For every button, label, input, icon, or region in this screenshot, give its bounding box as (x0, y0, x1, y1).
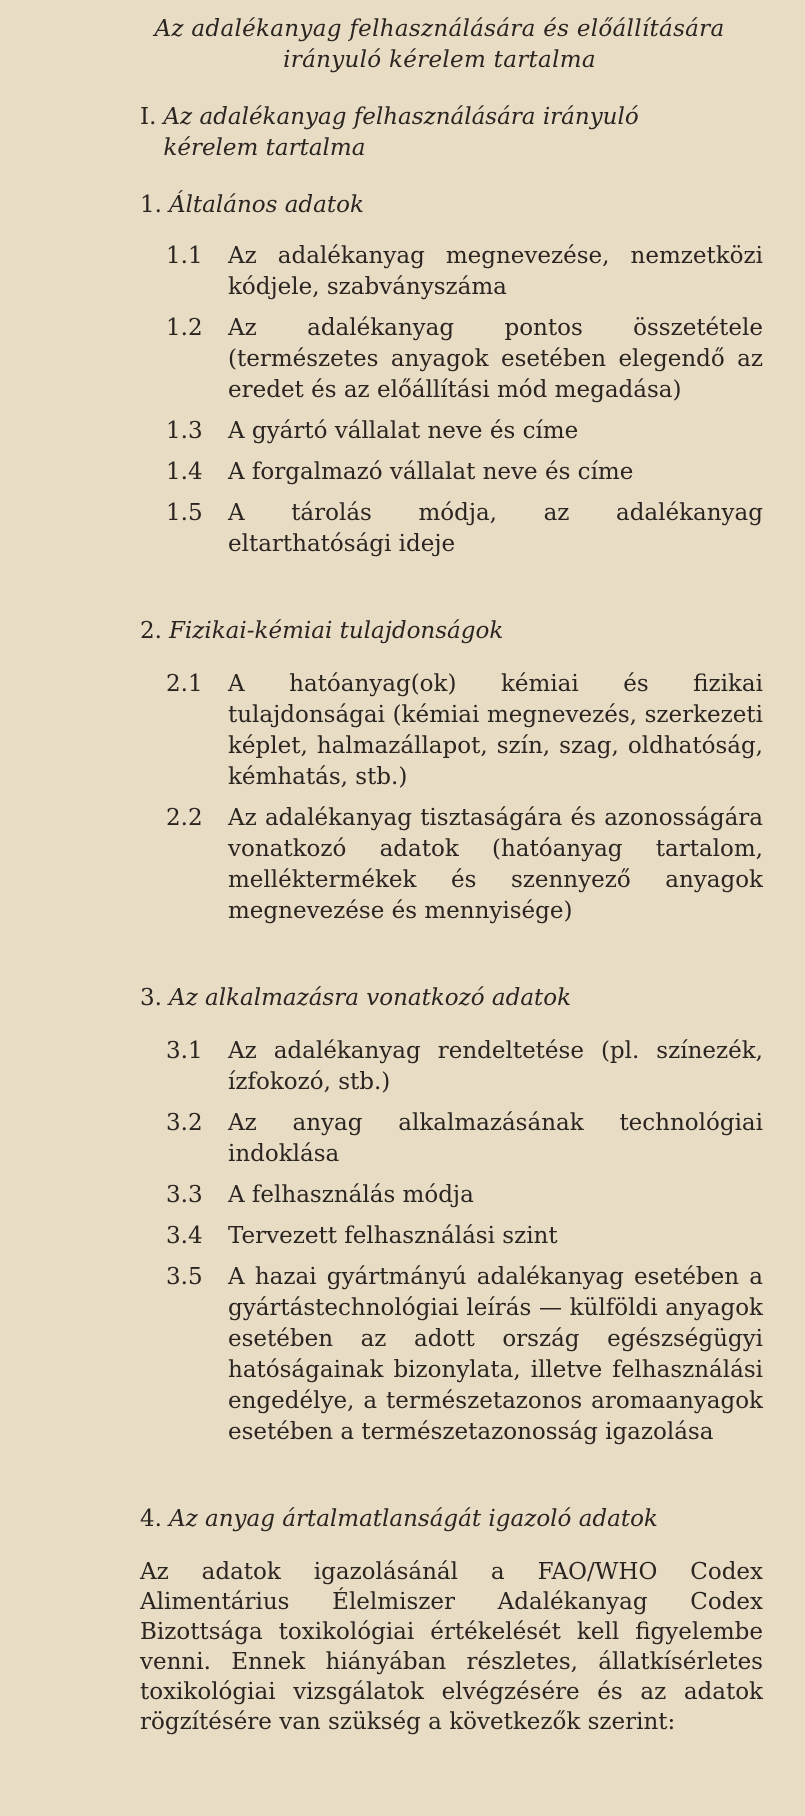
list-item (166, 416, 763, 447)
item-number: 2.2 (166, 805, 203, 831)
list-item (166, 1108, 763, 1170)
title-line-1: Az adalékanyag felhasználására és előállítására (154, 16, 725, 42)
title-line-2: irányuló kérelem tartalma (283, 47, 596, 73)
list-item (166, 669, 763, 793)
list-item (166, 1262, 763, 1448)
section-title: Az alkalmazásra vonatkozó adatok (168, 985, 572, 1011)
item-number: 3.1 (166, 1038, 203, 1064)
part-title (163, 102, 638, 164)
section-title: Általános adatok (168, 192, 364, 218)
item-text: A hatóanyag(ok) kémiai és fizikai tulajdonságai (kémiai megnevezés, szerkezeti képlet, halmazállapot, szín, szag, oldhatóság, kémhatás, stb.) (228, 671, 763, 790)
item-number: 1.3 (166, 418, 203, 444)
list-item (166, 241, 763, 303)
section-heading-2 (140, 616, 763, 647)
part-number: I. (140, 104, 157, 130)
list-item (166, 313, 763, 406)
part-title-line-1: Az adalékanyag felhasználására irányuló (163, 104, 639, 130)
item-text: A forgalmazó vállalat neve és címe (228, 459, 634, 485)
item-text: Az anyag alkalmazásának technológiai indoklása (228, 1110, 763, 1167)
closing-paragraph: Az adatok igazolásánál a FAO/WHO Codex Alimentárius Élelmiszer Adalékanyag Codex Bizottsága toxikológiai értékelését kell figyelembe venni. Ennek hiányában részletes, állatkísérletes toxikológiai vizsgálatok elvégzésére és az adatok rögzítésére van szükség a következők szerint: (140, 1559, 763, 1735)
part-heading (140, 102, 763, 164)
document-title (116, 14, 763, 76)
list-item (166, 1221, 763, 1252)
item-number: 3.4 (166, 1223, 203, 1249)
list-item (166, 457, 763, 488)
item-text: A felhasználás módja (228, 1182, 474, 1208)
list-item (166, 498, 763, 560)
item-number: 1.4 (166, 459, 203, 485)
item-number: 3.2 (166, 1110, 203, 1136)
item-text: A hazai gyártmányú adalékanyag esetében a gyártástechnológiai leírás — külföldi anyagok esetében az adott ország egészségügyi hatóságainak bizonylata, illetve felhasználási engedélye, a természetazonos aromaanyagok esetében a természetazonosság igazolása (228, 1264, 763, 1445)
part-title-line-2: kérelem tartalma (163, 135, 366, 161)
item-text: Az adalékanyag rendeltetése (pl. színezék, ízfokozó, stb.) (228, 1038, 763, 1095)
item-text: Az adalékanyag megnevezése, nemzetközi kódjele, szabványszáma (228, 243, 763, 300)
item-number: 3.5 (166, 1264, 203, 1290)
item-text: Az adalékanyag pontos összetétele (természetes anyagok esetében elegendő az eredet és az előállítási mód megadása) (228, 315, 763, 403)
section-heading-3 (140, 983, 763, 1014)
section-title: Fizikai-kémiai tulajdonságok (168, 618, 504, 644)
list-item (166, 803, 763, 927)
section-number: 4. (140, 1506, 162, 1532)
item-number: 1.5 (166, 500, 203, 526)
item-text: Tervezett felhasználási szint (228, 1223, 558, 1249)
item-number: 3.3 (166, 1182, 203, 1208)
item-text: Az adalékanyag tisztaságára és azonosságára vonatkozó adatok (hatóanyag tartalom, melléktermékek és szennyező anyagok megnevezése és mennyisége) (228, 805, 763, 924)
item-number: 1.1 (166, 243, 203, 269)
section-heading-4 (140, 1504, 763, 1535)
section-title: Az anyag ártalmatlanságát igazoló adatok (168, 1506, 658, 1532)
item-number: 1.2 (166, 315, 203, 341)
item-text: A gyártó vállalat neve és címe (228, 418, 579, 444)
section-heading-1 (140, 190, 763, 221)
item-text: A tárolás módja, az adalékanyag eltarthatósági ideje (228, 500, 763, 557)
section-number: 1. (140, 192, 162, 218)
list-item (166, 1036, 763, 1098)
list-item (166, 1180, 763, 1211)
item-number: 2.1 (166, 671, 203, 697)
section-number: 3. (140, 985, 162, 1011)
section-number: 2. (140, 618, 162, 644)
